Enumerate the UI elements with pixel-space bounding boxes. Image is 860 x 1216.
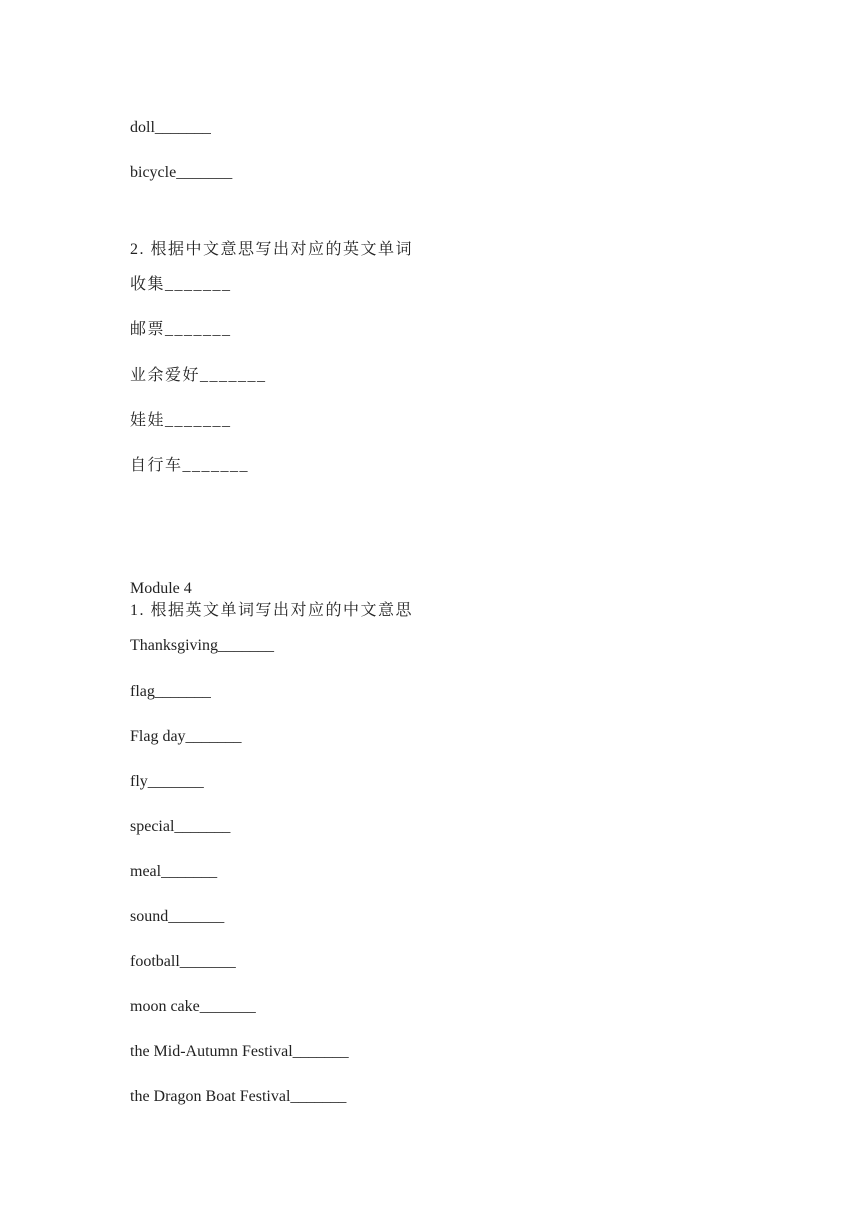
vocab-item-hobby: 业余爱好_______ (130, 367, 267, 384)
vocab-item-fly: fly_______ (130, 773, 204, 790)
vocab-item-mid-autumn-festival: the Mid-Autumn Festival_______ (130, 1043, 349, 1060)
vocab-item-sound: sound_______ (130, 908, 225, 925)
section-2-heading: 2. 根据中文意思写出对应的英文单词 (130, 241, 414, 258)
vocab-item-collect: 收集_______ (130, 276, 232, 293)
vocab-item-meal: meal_______ (130, 863, 218, 880)
vocab-item-doll: doll_______ (130, 119, 211, 136)
vocab-item-flag: flag_______ (130, 683, 211, 700)
vocab-item-dragon-boat-festival: the Dragon Boat Festival_______ (130, 1088, 347, 1105)
module-4-heading: 1. 根据英文单词写出对应的中文意思 (130, 602, 414, 619)
vocab-item-stamp: 邮票_______ (130, 321, 232, 338)
vocab-item-special: special_______ (130, 818, 231, 835)
vocab-item-moon-cake: moon cake_______ (130, 998, 256, 1015)
vocab-item-doll-zh: 娃娃_______ (130, 412, 232, 429)
vocab-item-thanksgiving: Thanksgiving_______ (130, 637, 274, 654)
vocab-item-flag-day: Flag day_______ (130, 728, 242, 745)
module-4-title: Module 4 (130, 580, 192, 597)
vocab-item-bicycle-zh: 自行车_______ (130, 457, 250, 474)
vocab-item-football: football_______ (130, 953, 236, 970)
vocab-item-bicycle: bicycle_______ (130, 164, 233, 181)
